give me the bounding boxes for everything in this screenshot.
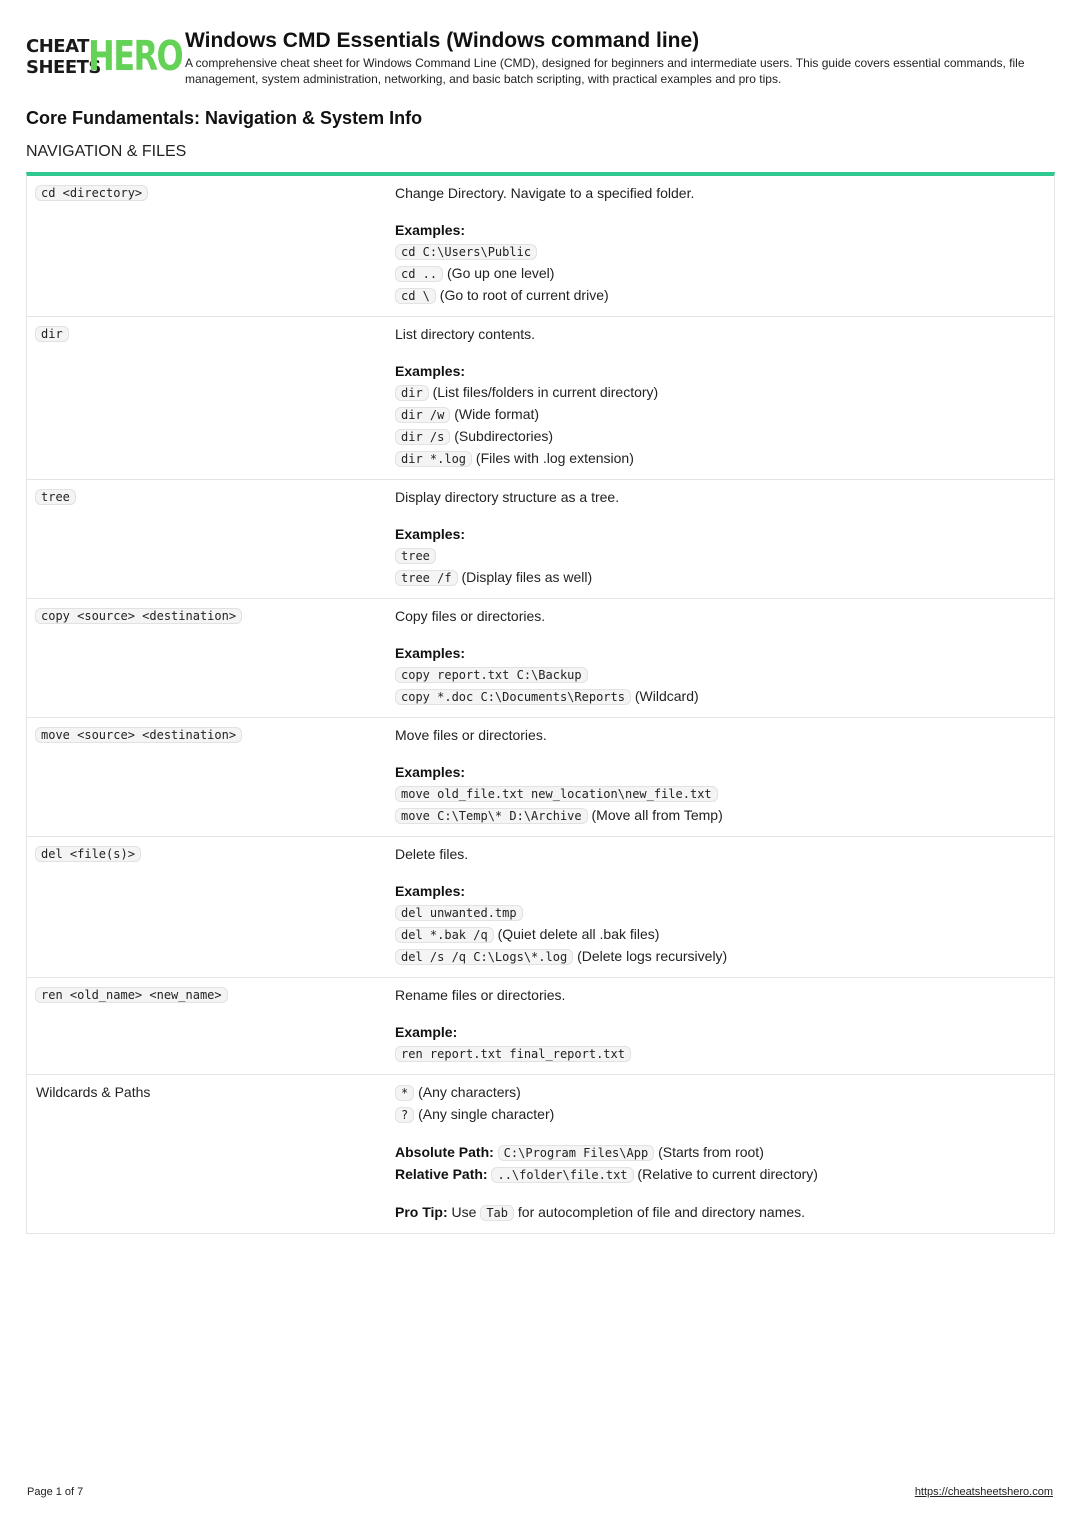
description-cell bbox=[395, 837, 1054, 977]
examples-label: Examples: bbox=[395, 764, 466, 780]
logo-text-sheets: SHEETS bbox=[26, 57, 101, 78]
example-line bbox=[395, 404, 1044, 426]
examples-label: Examples: bbox=[395, 883, 466, 899]
description-cell bbox=[395, 176, 1054, 316]
example-line bbox=[395, 686, 1044, 708]
table-row bbox=[27, 479, 1054, 598]
command-code: ren <old_name> <new_name> bbox=[35, 987, 228, 1003]
page-header bbox=[26, 28, 1056, 92]
examples-label: Examples: bbox=[395, 526, 466, 542]
description-cell bbox=[395, 718, 1054, 836]
table-row bbox=[27, 1074, 1054, 1233]
command-description: Delete files. bbox=[395, 846, 469, 862]
pro-tip-before: Use bbox=[451, 1204, 477, 1220]
absolute-path-note: (Starts from root) bbox=[658, 1144, 764, 1160]
command-code: move <source> <destination> bbox=[35, 727, 242, 743]
wildcard-note: (Any characters) bbox=[418, 1084, 521, 1100]
examples-label: Examples: bbox=[395, 222, 466, 238]
table-row bbox=[27, 316, 1054, 479]
example-line bbox=[395, 285, 1044, 307]
wildcard-line bbox=[395, 1082, 1044, 1104]
page-title: Windows CMD Essentials (Windows command line) bbox=[185, 29, 700, 52]
wildcard-code: * bbox=[395, 1085, 414, 1101]
description-cell bbox=[395, 480, 1054, 598]
command-description: Change Directory. Navigate to a specified folder. bbox=[395, 185, 695, 201]
table-row bbox=[27, 836, 1054, 977]
examples-label: Examples: bbox=[395, 645, 466, 661]
example-note: (Wide format) bbox=[454, 406, 540, 422]
example-line bbox=[395, 545, 1044, 567]
description-cell bbox=[395, 978, 1054, 1074]
wildcard-code: ? bbox=[395, 1107, 414, 1123]
table-row bbox=[27, 717, 1054, 836]
example-code: ren report.txt final_report.txt bbox=[395, 1046, 631, 1062]
site-link[interactable]: https://cheatsheetshero.com bbox=[914, 1486, 1053, 1498]
example-note: (Display files as well) bbox=[461, 569, 593, 585]
example-note: (Quiet delete all .bak files) bbox=[497, 926, 660, 942]
command-description: Display directory structure as a tree. bbox=[395, 489, 620, 505]
section-title: Core Fundamentals: Navigation & System Info bbox=[26, 108, 423, 128]
command-description: List directory contents. bbox=[395, 326, 536, 342]
command-code: del <file(s)> bbox=[35, 846, 141, 862]
example-code: del unwanted.tmp bbox=[395, 905, 523, 921]
example-note: (Wildcard) bbox=[634, 688, 699, 704]
example-line bbox=[395, 448, 1044, 470]
example-line bbox=[395, 263, 1044, 285]
example-note: (Files with .log extension) bbox=[475, 450, 634, 466]
logo-text-cheat: CHEAT bbox=[26, 36, 89, 57]
relative-path-code: ..\folder\file.txt bbox=[491, 1167, 633, 1183]
examples-label: Examples: bbox=[395, 363, 466, 379]
table-row bbox=[27, 176, 1054, 316]
example-line bbox=[395, 382, 1044, 404]
example-code: dir *.log bbox=[395, 451, 472, 467]
wildcards-label: Wildcards & Paths bbox=[36, 1084, 151, 1100]
command-code: tree bbox=[35, 489, 76, 505]
example-note: (Go to root of current drive) bbox=[439, 287, 609, 303]
absolute-path-code: C:\Program Files\App bbox=[498, 1145, 655, 1161]
tab-key-code: Tab bbox=[480, 1205, 514, 1221]
relative-path-note: (Relative to current directory) bbox=[637, 1166, 818, 1182]
example-line bbox=[395, 783, 1044, 805]
cheatsheetshero-logo[interactable] bbox=[26, 32, 183, 80]
example-code: cd C:\Users\Public bbox=[395, 244, 537, 260]
command-code: copy <source> <destination> bbox=[35, 608, 242, 624]
relative-path-line bbox=[395, 1164, 1044, 1186]
example-code: move C:\Temp\* D:\Archive bbox=[395, 808, 588, 824]
command-code: cd <directory> bbox=[35, 185, 148, 201]
example-note: (Delete logs recursively) bbox=[577, 948, 728, 964]
table-row bbox=[27, 598, 1054, 717]
example-code: tree /f bbox=[395, 570, 458, 586]
example-line bbox=[395, 664, 1044, 686]
example-note: (Move all from Temp) bbox=[591, 807, 723, 823]
table-row bbox=[27, 977, 1054, 1074]
example-note: (Go up one level) bbox=[447, 265, 555, 281]
logo-text-hero: HERO bbox=[88, 32, 183, 80]
absolute-path-label: Absolute Path: bbox=[395, 1144, 494, 1160]
example-code: dir /w bbox=[395, 407, 450, 423]
example-line bbox=[395, 902, 1044, 924]
wildcard-note: (Any single character) bbox=[418, 1106, 555, 1122]
example-line bbox=[395, 1043, 1044, 1065]
absolute-path-line bbox=[395, 1142, 1044, 1164]
example-code: cd \ bbox=[395, 288, 436, 304]
relative-path-label: Relative Path: bbox=[395, 1166, 488, 1182]
page-number: Page 1 of 7 bbox=[27, 1486, 84, 1498]
example-code: copy report.txt C:\Backup bbox=[395, 667, 588, 683]
example-code: del /s /q C:\Logs\*.log bbox=[395, 949, 573, 965]
example-code: copy *.doc C:\Documents\Reports bbox=[395, 689, 631, 705]
example-code: tree bbox=[395, 548, 436, 564]
pro-tip-line bbox=[395, 1202, 1044, 1224]
pro-tip-label: Pro Tip: bbox=[395, 1204, 448, 1220]
example-line bbox=[395, 426, 1044, 448]
example-code: move old_file.txt new_location\new_file.txt bbox=[395, 786, 718, 802]
description-cell bbox=[395, 317, 1054, 479]
command-description: Rename files or directories. bbox=[395, 987, 566, 1003]
example-line bbox=[395, 805, 1044, 827]
description-cell bbox=[395, 1075, 1054, 1233]
example-code: cd .. bbox=[395, 266, 443, 282]
command-code: dir bbox=[35, 326, 69, 342]
description-cell bbox=[395, 599, 1054, 717]
page-subtitle: A comprehensive cheat sheet for Windows Command Line (CMD), designed for beginners and intermediate users. This guide covers essential commands, file management, system administration, networking, and basic batch scripting, with practical examples and pro tips. bbox=[185, 56, 1025, 86]
example-line bbox=[395, 946, 1044, 968]
command-description: Copy files or directories. bbox=[395, 608, 546, 624]
examples-label: Example: bbox=[395, 1024, 458, 1040]
command-description: Move files or directories. bbox=[395, 727, 547, 743]
wildcard-line bbox=[395, 1104, 1044, 1126]
example-line bbox=[395, 241, 1044, 263]
example-note: (Subdirectories) bbox=[454, 428, 554, 444]
example-code: dir /s bbox=[395, 429, 450, 445]
example-line bbox=[395, 924, 1044, 946]
example-code: dir bbox=[395, 385, 429, 401]
commands-table bbox=[26, 172, 1055, 1234]
example-line bbox=[395, 567, 1044, 589]
pro-tip-after: for autocompletion of file and directory names. bbox=[517, 1204, 806, 1220]
example-note: (List files/folders in current directory) bbox=[432, 384, 659, 400]
example-code: del *.bak /q bbox=[395, 927, 494, 943]
section-subtitle: NAVIGATION & FILES bbox=[26, 143, 187, 160]
